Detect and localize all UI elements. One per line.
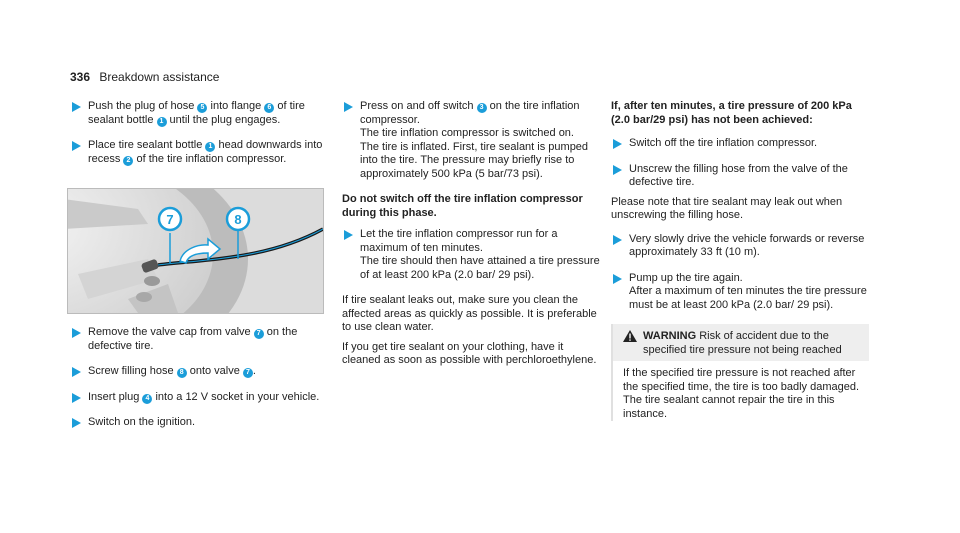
callout-badge: 3 xyxy=(477,103,487,113)
step-result: The tire should then have attained a tire pressure of at least 200 kPa (2.0 bar/ 29 psi). xyxy=(360,255,600,281)
list-item xyxy=(342,100,600,181)
list-item xyxy=(611,272,869,313)
section-title: Breakdown assistance xyxy=(99,70,220,84)
warning-title: WARNING xyxy=(643,330,697,342)
tire-figure xyxy=(67,188,324,314)
list-item xyxy=(70,100,328,127)
list-item xyxy=(611,137,869,151)
bullet-triangle-icon xyxy=(613,235,623,245)
page-header xyxy=(70,70,219,84)
step-text: Switch off the tire inflation compressor. xyxy=(629,137,818,149)
callout-badge: 2 xyxy=(123,156,133,166)
list-item xyxy=(70,391,328,405)
bullet-triangle-icon xyxy=(72,141,82,151)
callout-badge: 8 xyxy=(177,368,187,378)
step-result: After a maximum of ten minutes the tire pressure must be at least 200 kPa (2.0 bar/ 29 psi). xyxy=(629,285,867,311)
bullet-triangle-icon xyxy=(613,139,623,149)
step-text: Pump up the tire again. xyxy=(629,271,743,284)
list-item xyxy=(342,228,600,282)
bullet-triangle-icon xyxy=(72,102,82,112)
step-text: Very slowly drive the vehicle forwards or reverse approximately 33 ft (10 m). xyxy=(629,232,865,258)
step-result: The tire inflation compressor is switched on. xyxy=(360,127,574,139)
step-result: The tire is inflated. First, tire sealant is pumped into the tire. The pressure may briefly rise to approximately 500 kPa (5 bar/73 psi). xyxy=(360,140,589,180)
list-item xyxy=(70,365,328,379)
bullet-triangle-icon xyxy=(613,274,623,284)
step-text: Place tire sealant bottle 1 head downwards into recess 2 of the tire inflation compressor. xyxy=(88,139,323,165)
bullet-triangle-icon xyxy=(72,367,82,377)
paragraph: If tire sealant leaks out, make sure you clean the affected areas as quickly as possible. It is preferable to use clean water. xyxy=(342,294,597,333)
step-text: Insert plug 4 into a 12 V socket in your vehicle. xyxy=(88,390,320,403)
list-item xyxy=(611,233,869,260)
bullet-triangle-icon xyxy=(344,102,354,112)
column-1-lower xyxy=(70,326,328,442)
list-item xyxy=(611,163,869,190)
paragraph: Please note that tire sealant may leak out when unscrewing the filling hose. xyxy=(611,195,843,221)
figure-callout-8: 8 xyxy=(234,212,242,227)
callout-badge: 5 xyxy=(197,103,207,113)
step-text: Let the tire inflation compressor run for a maximum of ten minutes. xyxy=(360,228,558,254)
bullet-triangle-icon xyxy=(344,230,354,240)
figure-callout-7: 7 xyxy=(166,212,174,227)
column-1 xyxy=(70,100,328,178)
paragraph: If you get tire sealant on your clothing, have it cleaned as soon as possible with perchloroethylene. xyxy=(342,340,597,366)
section-heading: If, after ten minutes, a tire pressure of 200 kPa (2.0 bar/29 psi) has not been achieved: xyxy=(611,100,852,126)
callout-badge: 4 xyxy=(142,394,152,404)
step-text: Unscrew the filling hose from the valve of the defective tire. xyxy=(629,162,848,188)
callout-badge: 1 xyxy=(205,142,215,152)
bullet-triangle-icon xyxy=(72,418,82,428)
step-text: Press on and off switch 3 on the tire inflation compressor. xyxy=(360,100,580,126)
page-number: 336 xyxy=(70,70,91,84)
step-text: Push the plug of hose 5 into flange 6 of tire sealant bottle 1 until the plug engages. xyxy=(88,100,305,126)
bullet-triangle-icon xyxy=(613,165,623,175)
list-item xyxy=(70,416,328,430)
warning-box xyxy=(611,324,869,421)
list-item xyxy=(70,139,328,166)
callout-badge: 7 xyxy=(254,329,264,339)
warning-triangle-icon xyxy=(623,330,637,347)
step-text: Screw filling hose 8 onto valve 7 . xyxy=(88,365,256,377)
step-text: Switch on the ignition. xyxy=(88,416,196,428)
callout-badge: 7 xyxy=(243,368,253,378)
bullet-triangle-icon xyxy=(72,328,82,338)
bullet-triangle-icon xyxy=(72,393,82,403)
section-heading: Do not switch off the tire inflation compressor during this phase. xyxy=(342,193,583,219)
callout-badge: 6 xyxy=(264,103,274,113)
column-3 xyxy=(611,100,869,421)
warning-header xyxy=(613,324,869,361)
warning-title-text: Risk of accident due to the specified tire pressure not being reached xyxy=(643,330,842,356)
warning-body: If the specified tire pressure is not reached after the specified time, the tire is too badly damaged. The tire sealant cannot repair the tire in this instance. xyxy=(623,367,860,420)
step-text: Remove the valve cap from valve 7 on the defective tire. xyxy=(88,326,298,352)
callout-badge: 1 xyxy=(157,117,167,127)
column-2 xyxy=(342,100,600,368)
list-item xyxy=(70,326,328,353)
